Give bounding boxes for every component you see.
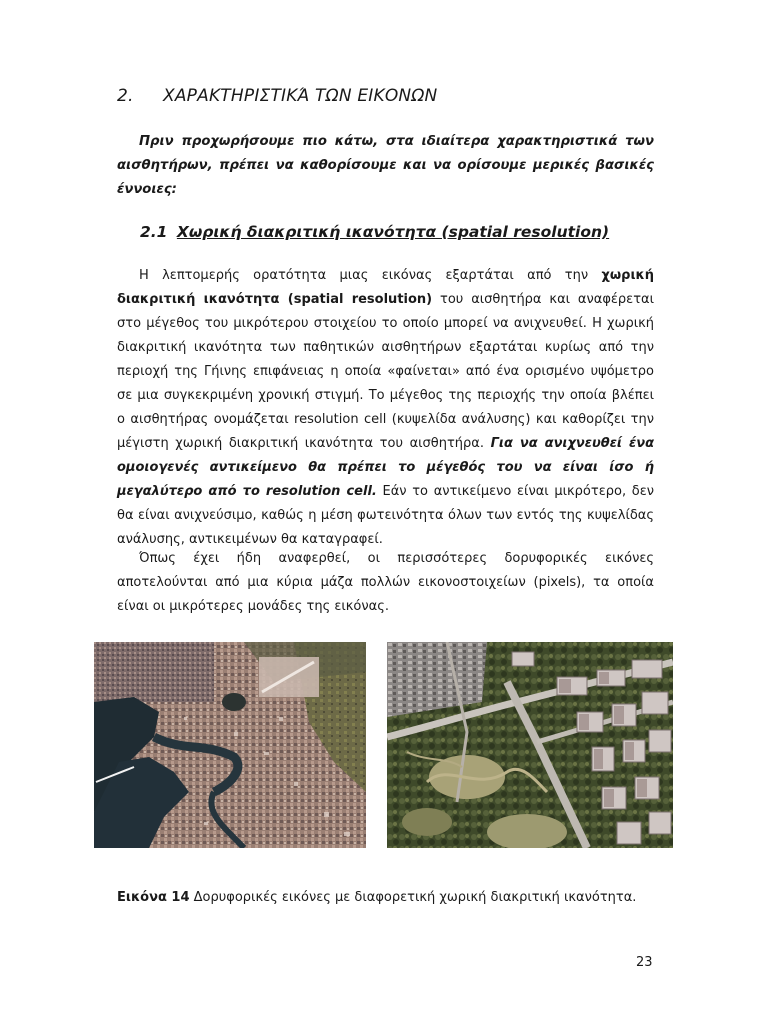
paragraph-text: Εάν το αντικείμενο είναι μικρότερο, δεν θα είναι ανιχνεύσιμο, καθώς η μέση φωτεινότητα όλων των εντός της κυψελίδας ανάλυσης, αντικειμένων θα καταγραφεί.	[117, 484, 654, 547]
satellite-image-low-resolution	[94, 642, 366, 848]
figure-label: Εικόνα 14	[117, 890, 190, 905]
figure-caption-text: Δορυφορικές εικόνες με διαφορετική χωρική διακριτική ικανότητα.	[189, 890, 637, 905]
body-paragraph-pixels: Όπως έχει ήδη αναφερθεί, οι περισσότερες δορυφορικές εικόνες αποτελούνται από μια κύρια μάζα πολλών εικονοστοιχείων (pixels), τα οποία είναι οι μικρότερες μονάδες της εικόνας.	[117, 551, 654, 614]
section-title: ΧΑΡΑΚΤΗΡΙΣΤΙΚΆ ΤΩΝ ΕΙΚΟΝΩΝ	[163, 86, 438, 106]
subsection-heading	[140, 223, 609, 241]
paragraph-emphasis: Για να ανιχνευθεί ένα ομοιογενές αντικείμενο θα πρέπει το μέγεθός του να είναι ίσο ή μεγαλύτερο από το resolution cell.	[117, 436, 655, 499]
subsection-number: 2.1	[140, 223, 168, 241]
satellite-image-high-resolution	[387, 642, 673, 848]
body-paragraph-resolution	[117, 264, 654, 552]
paragraph-bold-term: χωρική διακριτική ικανότητα (spatial resolution)	[117, 268, 654, 307]
paragraph-text: του αισθητήρα και αναφέρεται στο μέγεθος του μικρότερου στοιχείου το οποίο μπορεί να ανιχνευθεί. Η χωρική διακριτική ικανότητα των παθητικών αισθητήρων εξαρτάται κυρίως από την περιοχή της Γήινης επιφάνειας η οποία «φαίνεται» από ένα ορισμένο υψόμετρο σε μια συγκεκριμένη χρονική στιγμή. Το μέγεθος της περιοχής την οποία βλέπει ο αισθητήρας ονομάζεται resolution cell (κυψελίδα ανάλυσης) και καθορίζει την μέγιστη χωρική διακριτική ικανότητα του αισθητήρα.	[117, 292, 655, 451]
figure-caption	[117, 890, 636, 905]
section-heading	[117, 86, 437, 106]
intro-paragraph: Πριν προχωρήσουμε πιο κάτω, στα ιδιαίτερα χαρακτηριστικά των αισθητήρων, πρέπει να καθορίσουμε και να ορίσουμε μερικές βασικές έννοιες:	[117, 134, 654, 197]
section-number: 2.	[117, 86, 134, 106]
paragraph-text: Η λεπτομερής ορατότητα μιας εικόνας εξαρτάται από την	[139, 268, 602, 283]
page-number: 23	[636, 955, 653, 970]
subsection-title: Χωρική διακριτική ικανότητα (spatial resolution)	[176, 223, 610, 241]
